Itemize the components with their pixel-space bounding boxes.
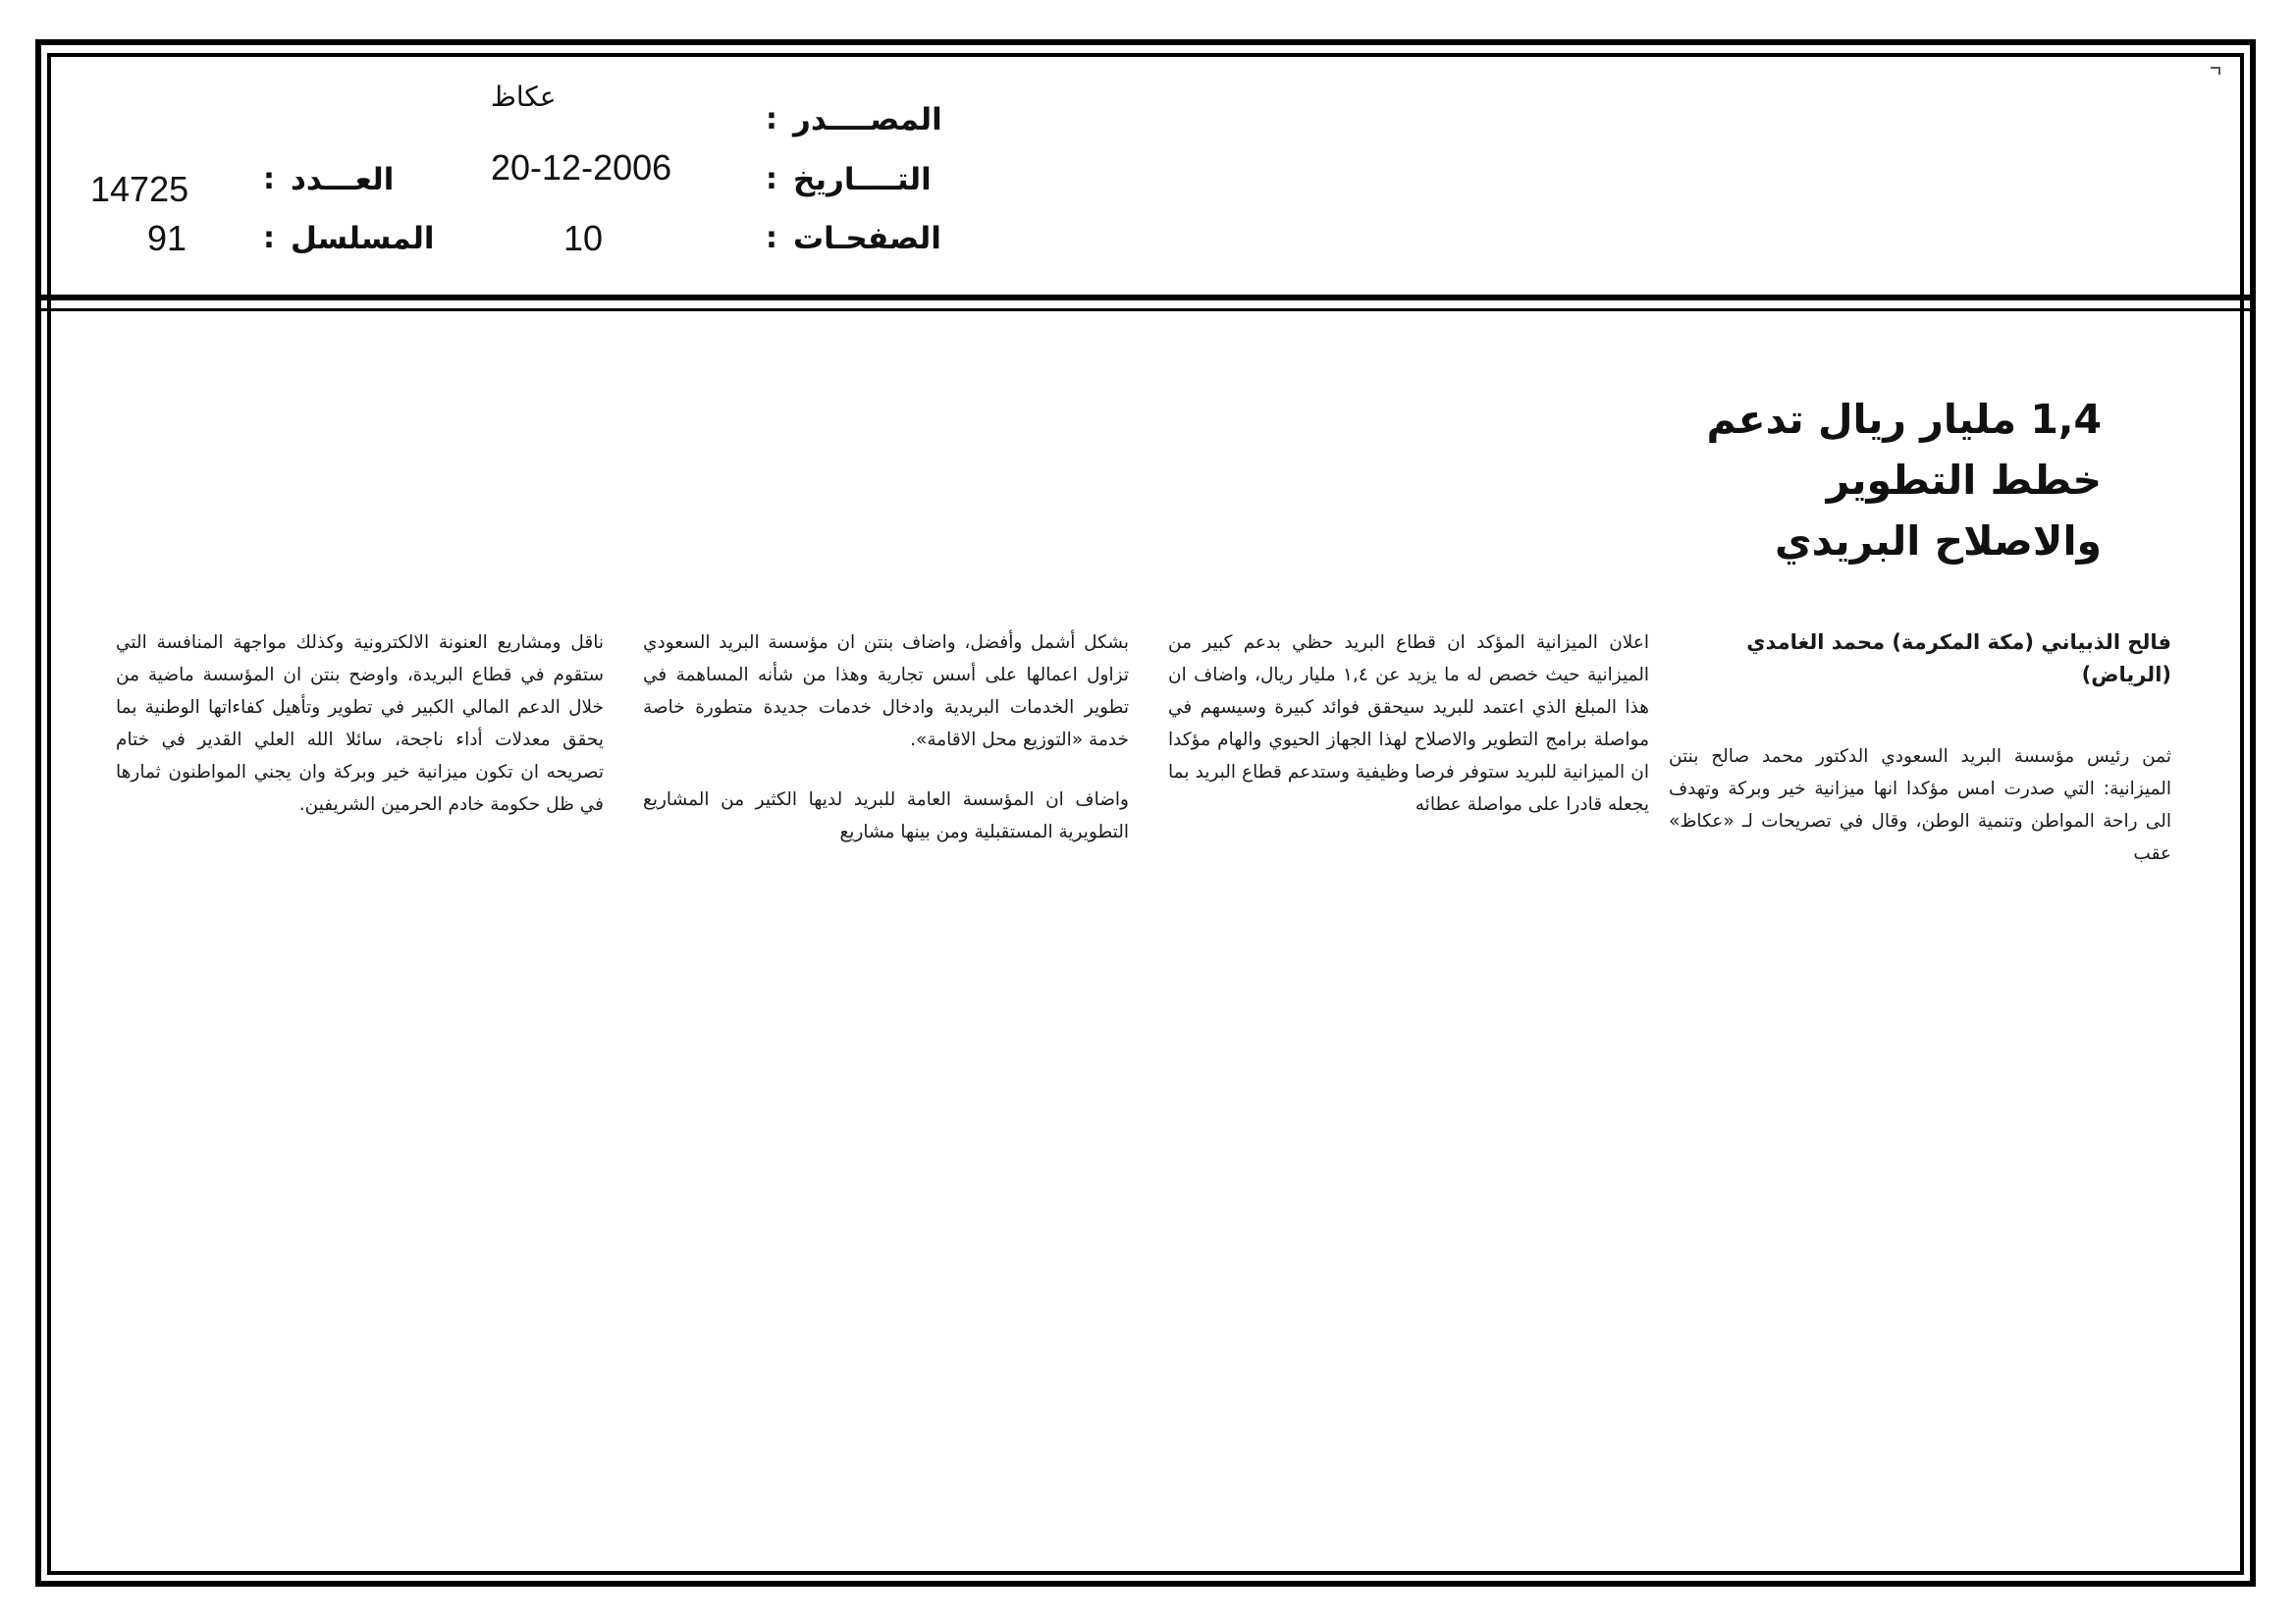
headline bbox=[1706, 389, 2102, 571]
issue-value: 14725 bbox=[90, 169, 189, 209]
article-column-4 bbox=[116, 626, 604, 821]
serial-label: المسلسل bbox=[291, 221, 435, 256]
header-divider bbox=[39, 295, 2252, 300]
paragraph: واضاف ان المؤسسة العامة للبريد لديها الكثير من المشاريع التطويرية المستقبلية ومن بينها مشاريع bbox=[643, 789, 1129, 842]
header-divider-thin bbox=[39, 308, 2252, 311]
paragraph: بشكل أشمل وأفضل، واضاف بنتن ان مؤسسة البريد السعودي تزاول اعمالها على أسس تجارية وهذا من شأنه المساهمة في تطوير الخدمات البريدية وادخال خدمات جديدة متطورة خاصة خدمة «التوزيع محل الاقامة». bbox=[643, 632, 1129, 750]
date-colon: : bbox=[766, 162, 777, 196]
pages-label: الصفحـات bbox=[793, 221, 941, 256]
article-column-1 bbox=[1669, 626, 2171, 870]
headline-line: 1,4 مليار ريال تدعم bbox=[1706, 396, 2102, 443]
issue-colon: : bbox=[263, 162, 275, 196]
pages-value: 10 bbox=[563, 218, 604, 258]
headline-line: والاصلاح البريدي bbox=[1775, 517, 2102, 565]
source-value: عكاظ bbox=[491, 81, 557, 113]
article-column-3 bbox=[643, 626, 1129, 848]
pages-colon: : bbox=[766, 221, 777, 255]
article-column-2 bbox=[1168, 626, 1649, 821]
source-label: المصــــدر bbox=[793, 102, 942, 137]
paragraph: اعلان الميزانية المؤكد ان قطاع البريد حظي بدعم كبير من الميزانية حيث خصص له ما يزيد عن ١,٤ مليار ريال، واضاف ان هذا المبلغ الذي اعتمد للبريد سيحقق فوائد كبيرة وسيسهم في مواصلة برامج التطوير والاصلاح لهذا الجهاز الحيوي والهام مؤكدا ان الميزانية للبريد ستوفر فرصا وظيفية وستدعم قطاع البريد بما يجعله قادرا على مواصلة عطائه bbox=[1168, 632, 1649, 815]
paragraph: ناقل ومشاريع العنونة الالكترونية وكذلك مواجهة المنافسة التي ستقوم في قطاع البريدة، واوضح بنتن ان المؤسسة ماضية من خلال الدعم المالي الكبير في تطوير وتأهيل كفاءاتها الوطنية بما يحقق معدلات أداء ناجحة، سائلا الله العلي القدير في ختام تصريحه ان تكون ميزانية خير وبركة وان يجني المواطنون ثمارها في ظل حكومة خادم الحرمين الشريفين. bbox=[116, 632, 604, 815]
serial-colon: : bbox=[263, 221, 275, 255]
source-colon: : bbox=[766, 102, 777, 136]
corner-mark bbox=[2211, 67, 2220, 75]
paragraph: ثمن رئيس مؤسسة البريد السعودي الدكتور محمد صالح بنتن الميزانية: التي صدرت امس مؤكدا انها ميزانية خير وبركة وتهدف الى راحة المواطن وتنمية الوطن، وقال في تصريحات لـ «عكاظ» عقب bbox=[1669, 746, 2171, 864]
date-label: التــــاريخ bbox=[793, 162, 932, 197]
headline-line: خطط التطوير bbox=[1826, 457, 2102, 504]
issue-label: العـــدد bbox=[291, 162, 395, 197]
date-value: 20-12-2006 bbox=[491, 147, 672, 188]
serial-value: 91 bbox=[147, 218, 187, 258]
byline: فالح الذبياني (مكة المكرمة) محمد الغامدي (الرياض) bbox=[1746, 630, 2171, 686]
